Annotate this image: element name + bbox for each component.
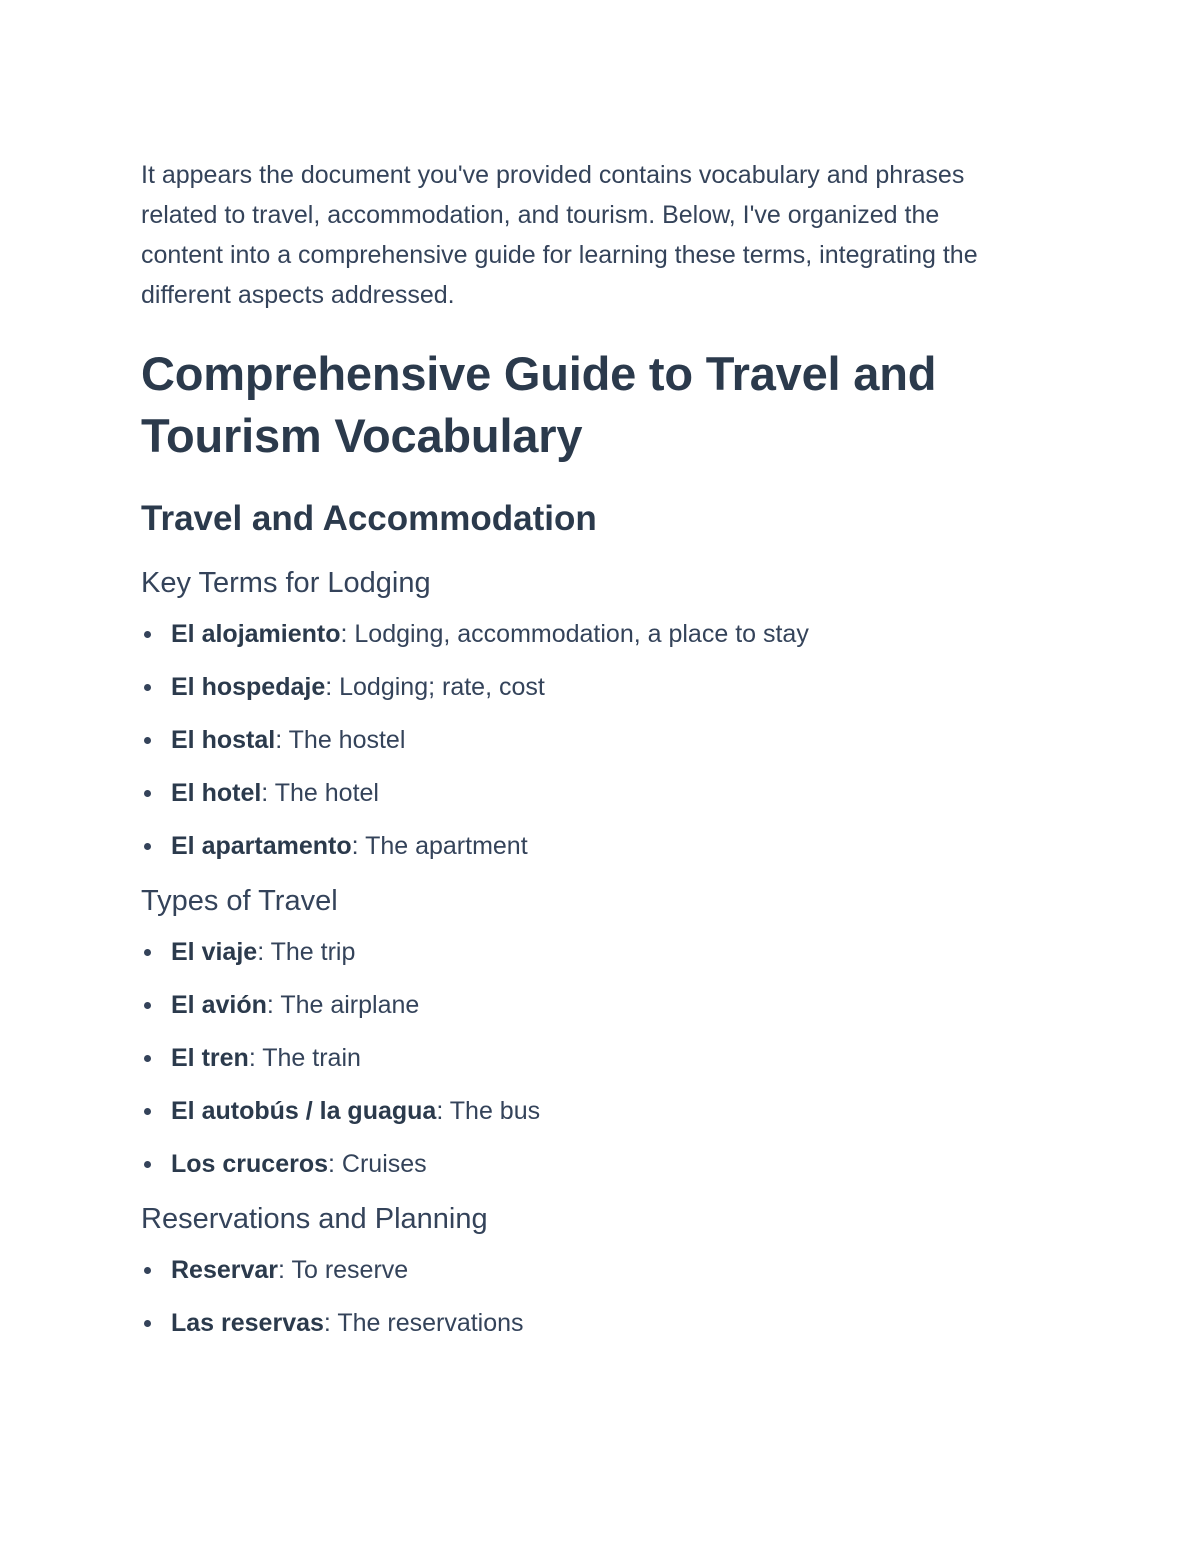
definition: : The apartment [351,832,528,860]
term: Las reservas [171,1309,324,1337]
term: avión [201,991,267,1019]
bullet-icon [144,949,151,956]
term-article: El [171,726,202,754]
term: viaje [201,938,258,966]
term: Los cruceros [171,1150,329,1178]
list-item [141,672,1021,702]
term-article: El [171,991,202,1019]
term: alojamiento [201,620,341,648]
subsection-heading-travel-types: Types of Travel [141,885,338,917]
bullet-icon [144,737,151,744]
subsection-heading-lodging: Key Terms for Lodging [141,567,431,599]
bullet-icon [144,843,151,850]
bullet-icon [144,1108,151,1115]
term: apartamento [201,832,352,860]
list-item [141,1149,1021,1179]
document-title: Comprehensive Guide to Travel and Tourism Vocabulary [141,347,937,462]
term-article: El [171,620,202,648]
list-item [141,1043,1021,1073]
bullet-icon [144,1267,151,1274]
term-article: El [171,1097,202,1125]
definition: : The hostel [275,726,406,754]
bullet-icon [144,1161,151,1168]
list-item [141,725,1021,755]
list-item [141,619,1021,649]
bullet-icon [144,790,151,797]
list-item [141,937,1021,967]
definition: : The train [248,1044,361,1072]
term-article: El [171,1044,202,1072]
vocab-list-lodging [141,619,1021,861]
definition: : The airplane [266,991,420,1019]
subsection-heading-reservations: Reservations and Planning [141,1203,488,1235]
definition: : The reservations [323,1309,524,1337]
term-article: El [171,779,202,807]
bullet-icon [144,1002,151,1009]
bullet-icon [144,684,151,691]
section-heading: Travel and Accommodation [141,499,597,538]
definition: : The trip [257,938,356,966]
definition: : The bus [436,1097,541,1125]
term: hospedaje [201,673,326,701]
definition: : Cruises [328,1150,427,1178]
term: hostal [201,726,276,754]
bullet-icon [144,631,151,638]
definition: : The hotel [261,779,379,807]
list-item [141,1255,1021,1285]
term-article: El [171,938,202,966]
intro-paragraph: It appears the document you've provided contains vocabulary and phrases related to travel, accommodation, and tourism. Below, I've organized the content into a comprehensive guide for learning these terms, integrating the different aspects addressed. [141,161,978,309]
vocab-list-reservations [141,1255,1021,1338]
document-page [141,155,1021,1352]
bullet-icon [144,1055,151,1062]
list-item [141,1308,1021,1338]
list-item [141,831,1021,861]
definition: : Lodging; rate, cost [325,673,545,701]
bullet-icon [144,1320,151,1327]
term: tren [201,1044,249,1072]
definition: : To reserve [278,1256,409,1284]
term: hotel [201,779,262,807]
list-item [141,1096,1021,1126]
list-item [141,778,1021,808]
vocab-list-travel-types [141,937,1021,1179]
term-article: El [171,832,202,860]
term: autobús / la guagua [201,1097,437,1125]
term: Reservar [171,1256,279,1284]
list-item [141,990,1021,1020]
term-article: El [171,673,202,701]
definition: : Lodging, accommodation, a place to stay [340,620,809,648]
